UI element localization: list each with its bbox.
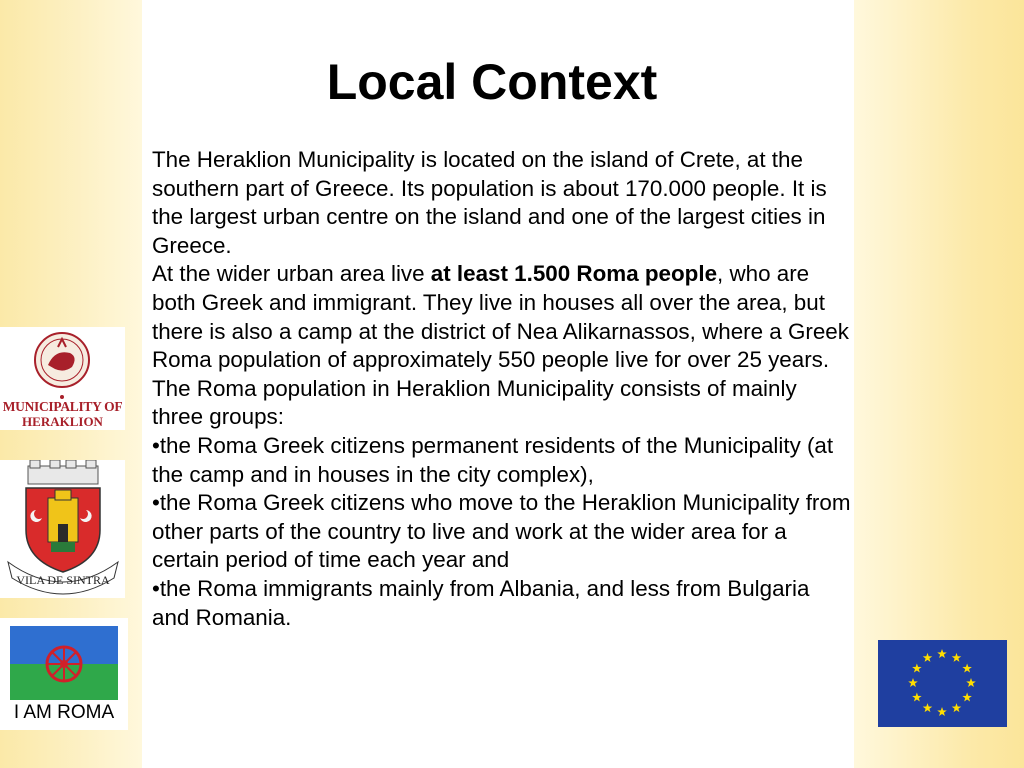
heraklion-emblem-icon <box>0 327 125 407</box>
eu-star-icon <box>937 707 947 716</box>
eu-star-icon <box>962 664 972 673</box>
eu-star-icon <box>952 703 962 712</box>
bullet-group-seasonal: •the Roma Greek citizens who move to the Heraklion Municipality from other parts of the country to live and work at the wider area for a certain period of time each year and <box>152 490 851 573</box>
bullet-group-residents: •the Roma Greek citizens permanent residents of the Municipality (at the camp and in houses in the city complex), <box>152 432 834 487</box>
eu-star-icon <box>962 693 972 702</box>
eu-star-icon <box>952 653 962 662</box>
paragraph-groups-intro: The Roma population in Heraklion Municipality consists of mainly three groups: <box>152 375 797 430</box>
paragraph-roma-population <box>152 260 852 374</box>
eu-star-icon <box>923 653 933 662</box>
slide-title: Local Context <box>326 54 658 110</box>
paragraph-heraklion-intro: The Heraklion Municipality is located on the island of Crete, at the southern part of Greece. Its population is about 170.000 people. It is the largest urban centre on the island and one of the largest cities in Greece. <box>152 147 827 258</box>
eu-star-icon <box>912 664 922 673</box>
paragraph-roma-population-end: , who are both Greek and immigrant. They live in houses all over the area, but there is also a camp at the district of Nea Alikarnassos, where a Greek Roma population of approximately 550 people live for over 25 years. <box>152 261 849 373</box>
eu-star-icon <box>937 649 947 658</box>
eu-star-icon <box>912 693 922 702</box>
roma-flag-icon <box>0 618 128 704</box>
highlight-roma-count: at least 1.500 Roma people <box>430 261 718 287</box>
eu-flag-icon <box>878 640 1007 727</box>
roma-logo <box>0 618 128 730</box>
sintra-coat-of-arms-icon <box>0 460 125 598</box>
paragraph-roma-population-start: At the wider urban area live <box>152 261 431 287</box>
sintra-ribbon-text: VILA DE SINTRA <box>16 573 110 587</box>
slide-body <box>152 146 852 632</box>
eu-logo <box>878 640 1007 727</box>
eu-star-icon <box>923 703 933 712</box>
eu-star-icon <box>966 678 976 687</box>
roma-label: I AM ROMA <box>13 702 115 723</box>
heraklion-logo-line2: HERAKLION <box>22 414 103 429</box>
heraklion-logo <box>0 327 125 430</box>
eu-star-icon <box>908 678 918 687</box>
bullet-group-immigrants: •the Roma immigrants mainly from Albania, and less from Bulgaria and Romania. <box>152 575 810 630</box>
heraklion-logo-line1: MUNICIPALITY OF <box>2 399 123 414</box>
sintra-logo <box>0 460 125 598</box>
